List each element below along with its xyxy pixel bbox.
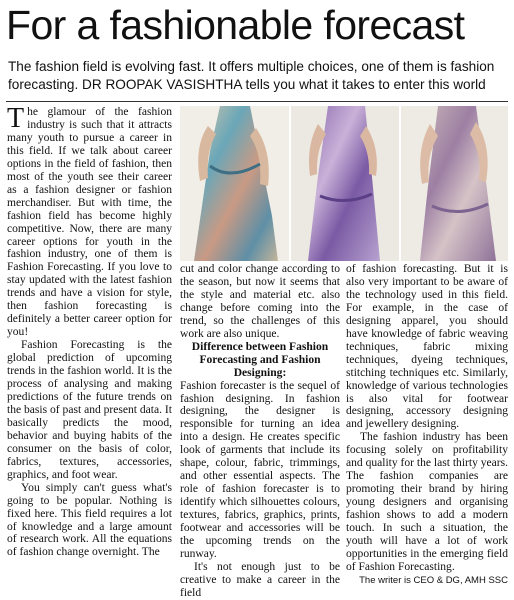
paragraph-7: of fashion forecasting. But it is also very important to be aware of the technology used in this field. For example, in the case of designing apparel, you should have knowledge of fabric weaving techniques, fabric mixing techniques, dyeing techniques, stitching techniques etc. Similarly, knowledge of various technologies is also vital for footwear designing, accessory designing and jewellery designing. [346,263,508,431]
author-credit: The writer is CEO & DG, AMH SSC [359,574,508,586]
paragraph-1-text: he glamour of the fashion industry is such that it attracts many youth to pursue a career in this field. If we talk about career options in the field of fashion, then most of the youth see their career as a fashion designer or fashion merchandiser. But with time, the fashion field has become highly competitive. Now, there are many career options for youth in the fashion industry, one of them is Fashion Forecasting. If you love to stay updated with the latest fashion trends and have a vision for style, then fashion forecasting is definitely a better career option for you! [7,106,172,339]
headline: For a fashionable forecast [6,2,465,48]
divider-rule [6,101,508,102]
paragraph-1 [7,103,172,339]
paragraph-8: The fashion industry has been focusing solely on profitability and quality for the last thirty years. The fashion companies are promoting their brand by hiring young designers and organising fashion shows to add a modern touch. In such a situation, the youth will have a lot of work opportunities in the emerging field of Fashion Forecasting. [346,431,508,573]
column-1 [7,103,172,559]
drop-cap: T [7,103,25,134]
subheading: Difference between Fashion Forecasting and Fashion Designing: [191,340,329,379]
column-2 [180,263,340,600]
paragraph-4: cut and color change according to the season, but now it seems that the style and material etc. also change before coming into the trend, so the challenges of this work are also unique. [180,263,340,340]
column-3 [346,263,508,588]
paragraph-5: Fashion forecaster is the sequel of fashion designing. In fashion designing, the designer is responsible for turning an idea into a design. He creates specific look of garments that include its shape, colour, fabric, trimmings, and other essential aspects. The role of fashion forecaster is to identify which silhouettes colours, textures, fabrics, graphics, prints, footwear and accessories will be the upcoming trends on the runway. [180,379,340,560]
deck: The fashion field is evolving fast. It offers multiple choices, one of them is fashion forecasting. DR ROOPAK VASISHTHA tells you what it takes to enter this world [8,59,495,92]
paragraph-3: You simply can't guess what's going to be popular. Nothing is fixed here. This field requires a lot of knowledge and a large amount of research work. All the equations of fashion change overnight. The [7,481,172,559]
paragraph-6: It's not enough just to be creative to make a career in the field [180,560,340,599]
paragraph-2: Fashion Forecasting is the global prediction of upcoming trends in the fashion world. It is the process of analysing and making predictions of the future trends on the basis of past and present data. It basically predicts the mood, behavior and buying habits of the consumer on the basis of color, fabrics, textures, accessories, graphics, and foot wear. [7,339,172,481]
runway-photo [180,106,508,261]
